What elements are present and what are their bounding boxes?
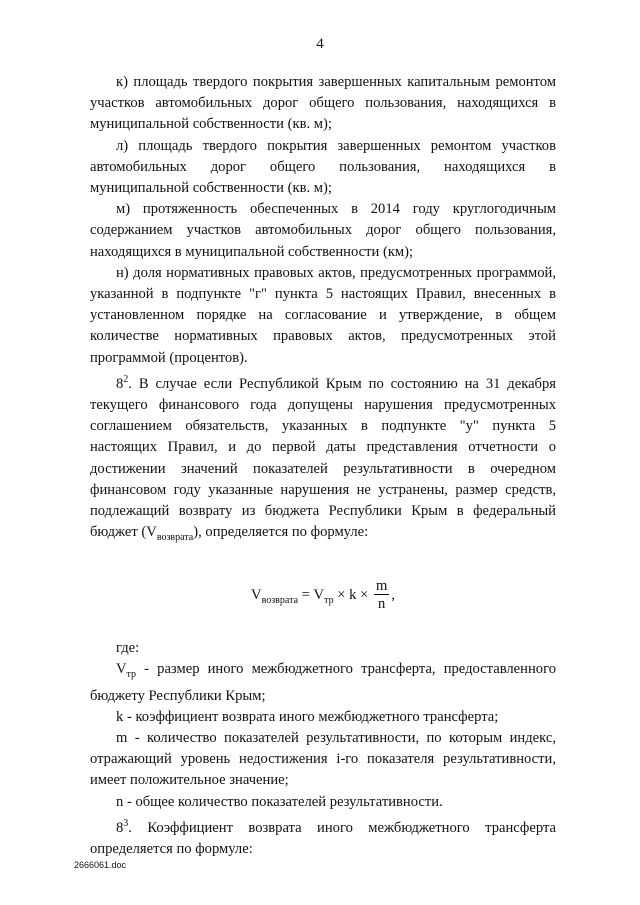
- section-8-3: [90, 813, 556, 860]
- page-number: 4: [316, 36, 324, 52]
- section-8-2-text: . В случае если Республикой Крым по состоянию на 31 декабря текущего финансового года допущены нарушения предусмотренных соглашением обязательств, указанных в подпункте "у" пункта 5 настоящих Правил, и до первой даты представления отчетности о достижении значений показателей результативности в очередном финансовом году указанные нарушения не устранены, размер средств, подлежащий возврату из бюджета Республики Крым в федеральный бюджет (V: [90, 375, 556, 541]
- definition-vtr-text: - размер иного межбюджетного трансферта, предоставленного бюджету Республики Крым;: [90, 661, 556, 704]
- definition-m: m - количество показателей результативности, по которым индекс, отражающий уровень недостижения i-го показателя результативности, имеет положительное значение;: [90, 729, 556, 789]
- section-8-3-sup: 3: [123, 817, 129, 829]
- item-n: н) доля нормативных правовых актов, предусмотренных программой, указанной в подпункте "г" пункта 5 настоящих Правил, внесенных в установленном порядке на согласование и утверждение, в общем количестве нормативных правовых актов, предусмотренных этой программой (процентов).: [90, 264, 556, 366]
- section-8-3-text: . Коэффициент возврата иного межбюджетного трансферта определяется по формуле:: [90, 819, 556, 857]
- formula-fraction: [374, 578, 389, 613]
- formula-end: ,: [391, 587, 395, 604]
- definition-vtr-sub: тр: [126, 669, 137, 681]
- where-label: где:: [116, 640, 140, 657]
- item-m: м) протяженность обеспеченных в 2014 году круглогодичным содержанием участков автомобильных дорог общего пользования, находящихся в муниципальной собственности (км);: [90, 201, 556, 260]
- section-8-2-tail: ), определяется по формуле:: [193, 524, 369, 541]
- formula-lhs-sub: возврата: [261, 594, 299, 606]
- formula-v-sub: тр: [324, 594, 334, 606]
- formula-times: × k ×: [333, 587, 372, 604]
- section-8-2: [90, 369, 556, 548]
- section-8-2-sup: 2: [123, 373, 129, 385]
- section-8-3-number: 8: [116, 819, 124, 836]
- section-8-2-number: 8: [116, 375, 124, 392]
- return-formula: [90, 564, 556, 620]
- item-l: л) площадь твердого покрытия завершенных ремонтом участков автомобильных дорог общего пользования, находящихся в муниципальной собственности (кв. м);: [90, 137, 556, 197]
- document-body: [90, 72, 556, 860]
- formula-v: V: [313, 587, 325, 604]
- item-k: к) площадь твердого покрытия завершенных капитальным ремонтом участков автомобильных дорог общего пользования, находящихся в муниципальной собственности (кв. м);: [90, 74, 556, 133]
- section-8-2-sub: возврата: [156, 532, 194, 544]
- definition-k: k - коэффициент возврата иного межбюджетного трансферта;: [116, 708, 499, 725]
- file-name-footer: 2666061.doc: [74, 860, 127, 870]
- definition-n: n - общее количество показателей результативности.: [116, 793, 443, 810]
- formula-denominator: n: [377, 596, 386, 613]
- formula-numerator: m: [375, 578, 388, 595]
- definition-vtr: [90, 659, 556, 706]
- formula-eq: =: [298, 587, 314, 604]
- definition-vtr-symbol: V: [116, 661, 127, 678]
- formula-lhs: V: [251, 587, 262, 604]
